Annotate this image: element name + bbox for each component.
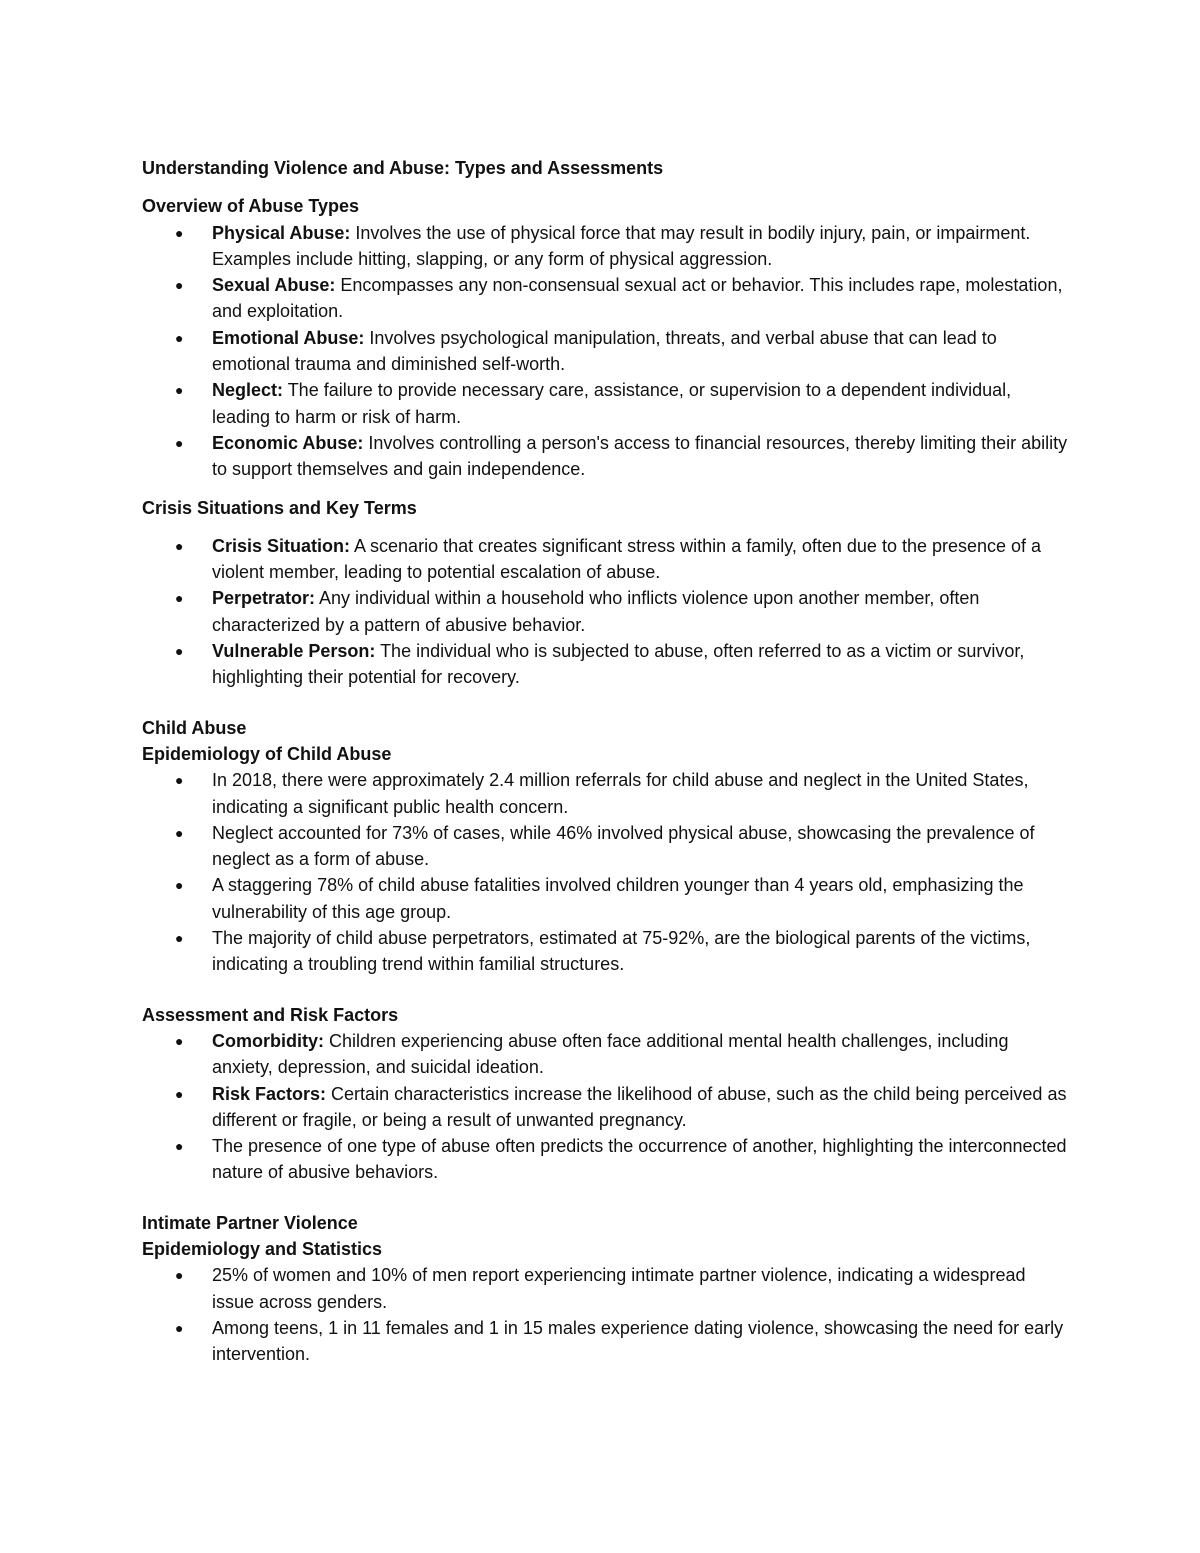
item-text: The failure to provide necessary care, assistance, or supervision to a dependent individual, leading to harm or risk of harm. bbox=[212, 380, 1012, 427]
item-text: Any individual within a household who inflicts violence upon another member, often characterized by a pattern of abusive behavior. bbox=[212, 588, 980, 635]
item-term: Economic Abuse: bbox=[212, 432, 364, 453]
list-item bbox=[142, 430, 1072, 483]
list-item bbox=[142, 925, 1072, 978]
section-heading-ipv: Intimate Partner Violence bbox=[142, 1212, 358, 1233]
list-item bbox=[142, 585, 1072, 638]
bullet-icon: ● bbox=[175, 1138, 184, 1155]
subheading-epidemiology-child: Epidemiology of Child Abuse bbox=[142, 743, 392, 764]
item-text: Certain characteristics increase the likelihood of abuse, such as the child being perceived as different or fragile, or being a result of unwanted pregnancy. bbox=[212, 1083, 1067, 1130]
item-term: Physical Abuse: bbox=[212, 222, 351, 243]
item-text: The presence of one type of abuse often predicts the occurrence of another, highlighting the interconnected nature of abusive behaviors. bbox=[212, 1136, 1067, 1183]
bullet-icon: ● bbox=[175, 1085, 184, 1102]
item-term: Sexual Abuse: bbox=[212, 275, 336, 296]
bullet-icon: ● bbox=[175, 877, 184, 894]
section-heading-crisis: Crisis Situations and Key Terms bbox=[142, 497, 417, 518]
item-term: Vulnerable Person: bbox=[212, 641, 376, 662]
list-item bbox=[142, 1028, 1072, 1081]
bullet-icon: ● bbox=[175, 329, 184, 346]
item-text: 25% of women and 10% of men report experiencing intimate partner violence, indicating a widespread issue across genders. bbox=[212, 1265, 1026, 1312]
item-text: Involves psychological manipulation, threats, and verbal abuse that can lead to emotional trauma and diminished self-worth. bbox=[212, 327, 997, 375]
bullet-icon: ● bbox=[175, 224, 184, 241]
item-term: Comorbidity: bbox=[212, 1030, 324, 1051]
bullet-icon: ● bbox=[175, 824, 184, 841]
document-page bbox=[142, 155, 1072, 1367]
bullet-icon: ● bbox=[175, 772, 184, 789]
list-item bbox=[142, 377, 1072, 430]
item-text: Involves the use of physical force that may result in bodily injury, pain, or impairment. Examples include hitting, slapping, or any form of physical aggression. bbox=[212, 222, 1031, 269]
section-heading-child-abuse: Child Abuse bbox=[142, 717, 247, 738]
crisis-list bbox=[142, 533, 1072, 691]
item-text: Involves controlling a person's access to financial resources, thereby limiting their ability to support themselves and gain independence. bbox=[212, 432, 1068, 480]
item-text: In 2018, there were approximately 2.4 million referrals for child abuse and neglect in the United States, indicating a significant public health concern. bbox=[212, 770, 1029, 817]
item-term: Neglect: bbox=[212, 380, 284, 401]
item-term: Crisis Situation: bbox=[212, 535, 351, 556]
bullet-icon: ● bbox=[175, 537, 184, 554]
item-text: The individual who is subjected to abuse, often referred to as a victim or survivor, highlighting their potential for recovery. bbox=[212, 641, 1025, 688]
bullet-icon: ● bbox=[175, 930, 184, 947]
item-term: Emotional Abuse: bbox=[212, 327, 365, 348]
bullet-icon: ● bbox=[175, 590, 184, 607]
bullet-icon: ● bbox=[175, 277, 184, 294]
item-text: Among teens, 1 in 11 females and 1 in 15 males experience dating violence, showcasing the need for early intervention. bbox=[212, 1317, 1064, 1365]
list-item bbox=[142, 872, 1072, 925]
list-item bbox=[142, 1262, 1072, 1315]
list-item bbox=[142, 325, 1072, 378]
list-item bbox=[142, 220, 1072, 273]
item-text: The majority of child abuse perpetrators, estimated at 75-92%, are the biological parents of the victims, indicating a troubling trend within familial structures. bbox=[212, 928, 1031, 975]
child-abuse-list bbox=[142, 767, 1072, 977]
item-text: A scenario that creates significant stress within a family, often due to the presence of a violent member, leading to potential escalation of abuse. bbox=[212, 535, 1042, 583]
list-item bbox=[142, 1133, 1072, 1186]
list-item bbox=[142, 533, 1072, 586]
bullet-icon: ● bbox=[175, 643, 184, 660]
list-item bbox=[142, 820, 1072, 873]
item-text: Children experiencing abuse often face additional mental health challenges, including anxiety, depression, and suicidal ideation. bbox=[212, 1030, 1009, 1078]
bullet-icon: ● bbox=[175, 382, 184, 399]
item-term: Perpetrator: bbox=[212, 588, 316, 609]
bullet-icon: ● bbox=[175, 1267, 184, 1284]
bullet-icon: ● bbox=[175, 1319, 184, 1336]
assessment-list bbox=[142, 1028, 1072, 1186]
section-heading-assessment: Assessment and Risk Factors bbox=[142, 1004, 399, 1025]
bullet-icon: ● bbox=[175, 434, 184, 451]
item-text: A staggering 78% of child abuse fatalities involved children younger than 4 years old, emphasizing the vulnerability of this age group. bbox=[212, 875, 1024, 922]
ipv-list bbox=[142, 1262, 1072, 1367]
item-term: Risk Factors: bbox=[212, 1083, 327, 1104]
document-title: Understanding Violence and Abuse: Types and Assessments bbox=[142, 158, 664, 178]
item-text: Neglect accounted for 73% of cases, while 46% involved physical abuse, showcasing the prevalence of neglect as a form of abuse. bbox=[212, 822, 1035, 870]
bullet-icon: ● bbox=[175, 1032, 184, 1049]
list-item bbox=[142, 638, 1072, 691]
item-text: Encompasses any non-consensual sexual act or behavior. This includes rape, molestation, and exploitation. bbox=[212, 275, 1063, 322]
list-item bbox=[142, 767, 1072, 820]
overview-list bbox=[142, 220, 1072, 483]
list-item bbox=[142, 272, 1072, 325]
list-item bbox=[142, 1081, 1072, 1134]
subheading-epidemiology-ipv: Epidemiology and Statistics bbox=[142, 1238, 383, 1259]
list-item bbox=[142, 1315, 1072, 1368]
section-heading-overview: Overview of Abuse Types bbox=[142, 196, 360, 217]
